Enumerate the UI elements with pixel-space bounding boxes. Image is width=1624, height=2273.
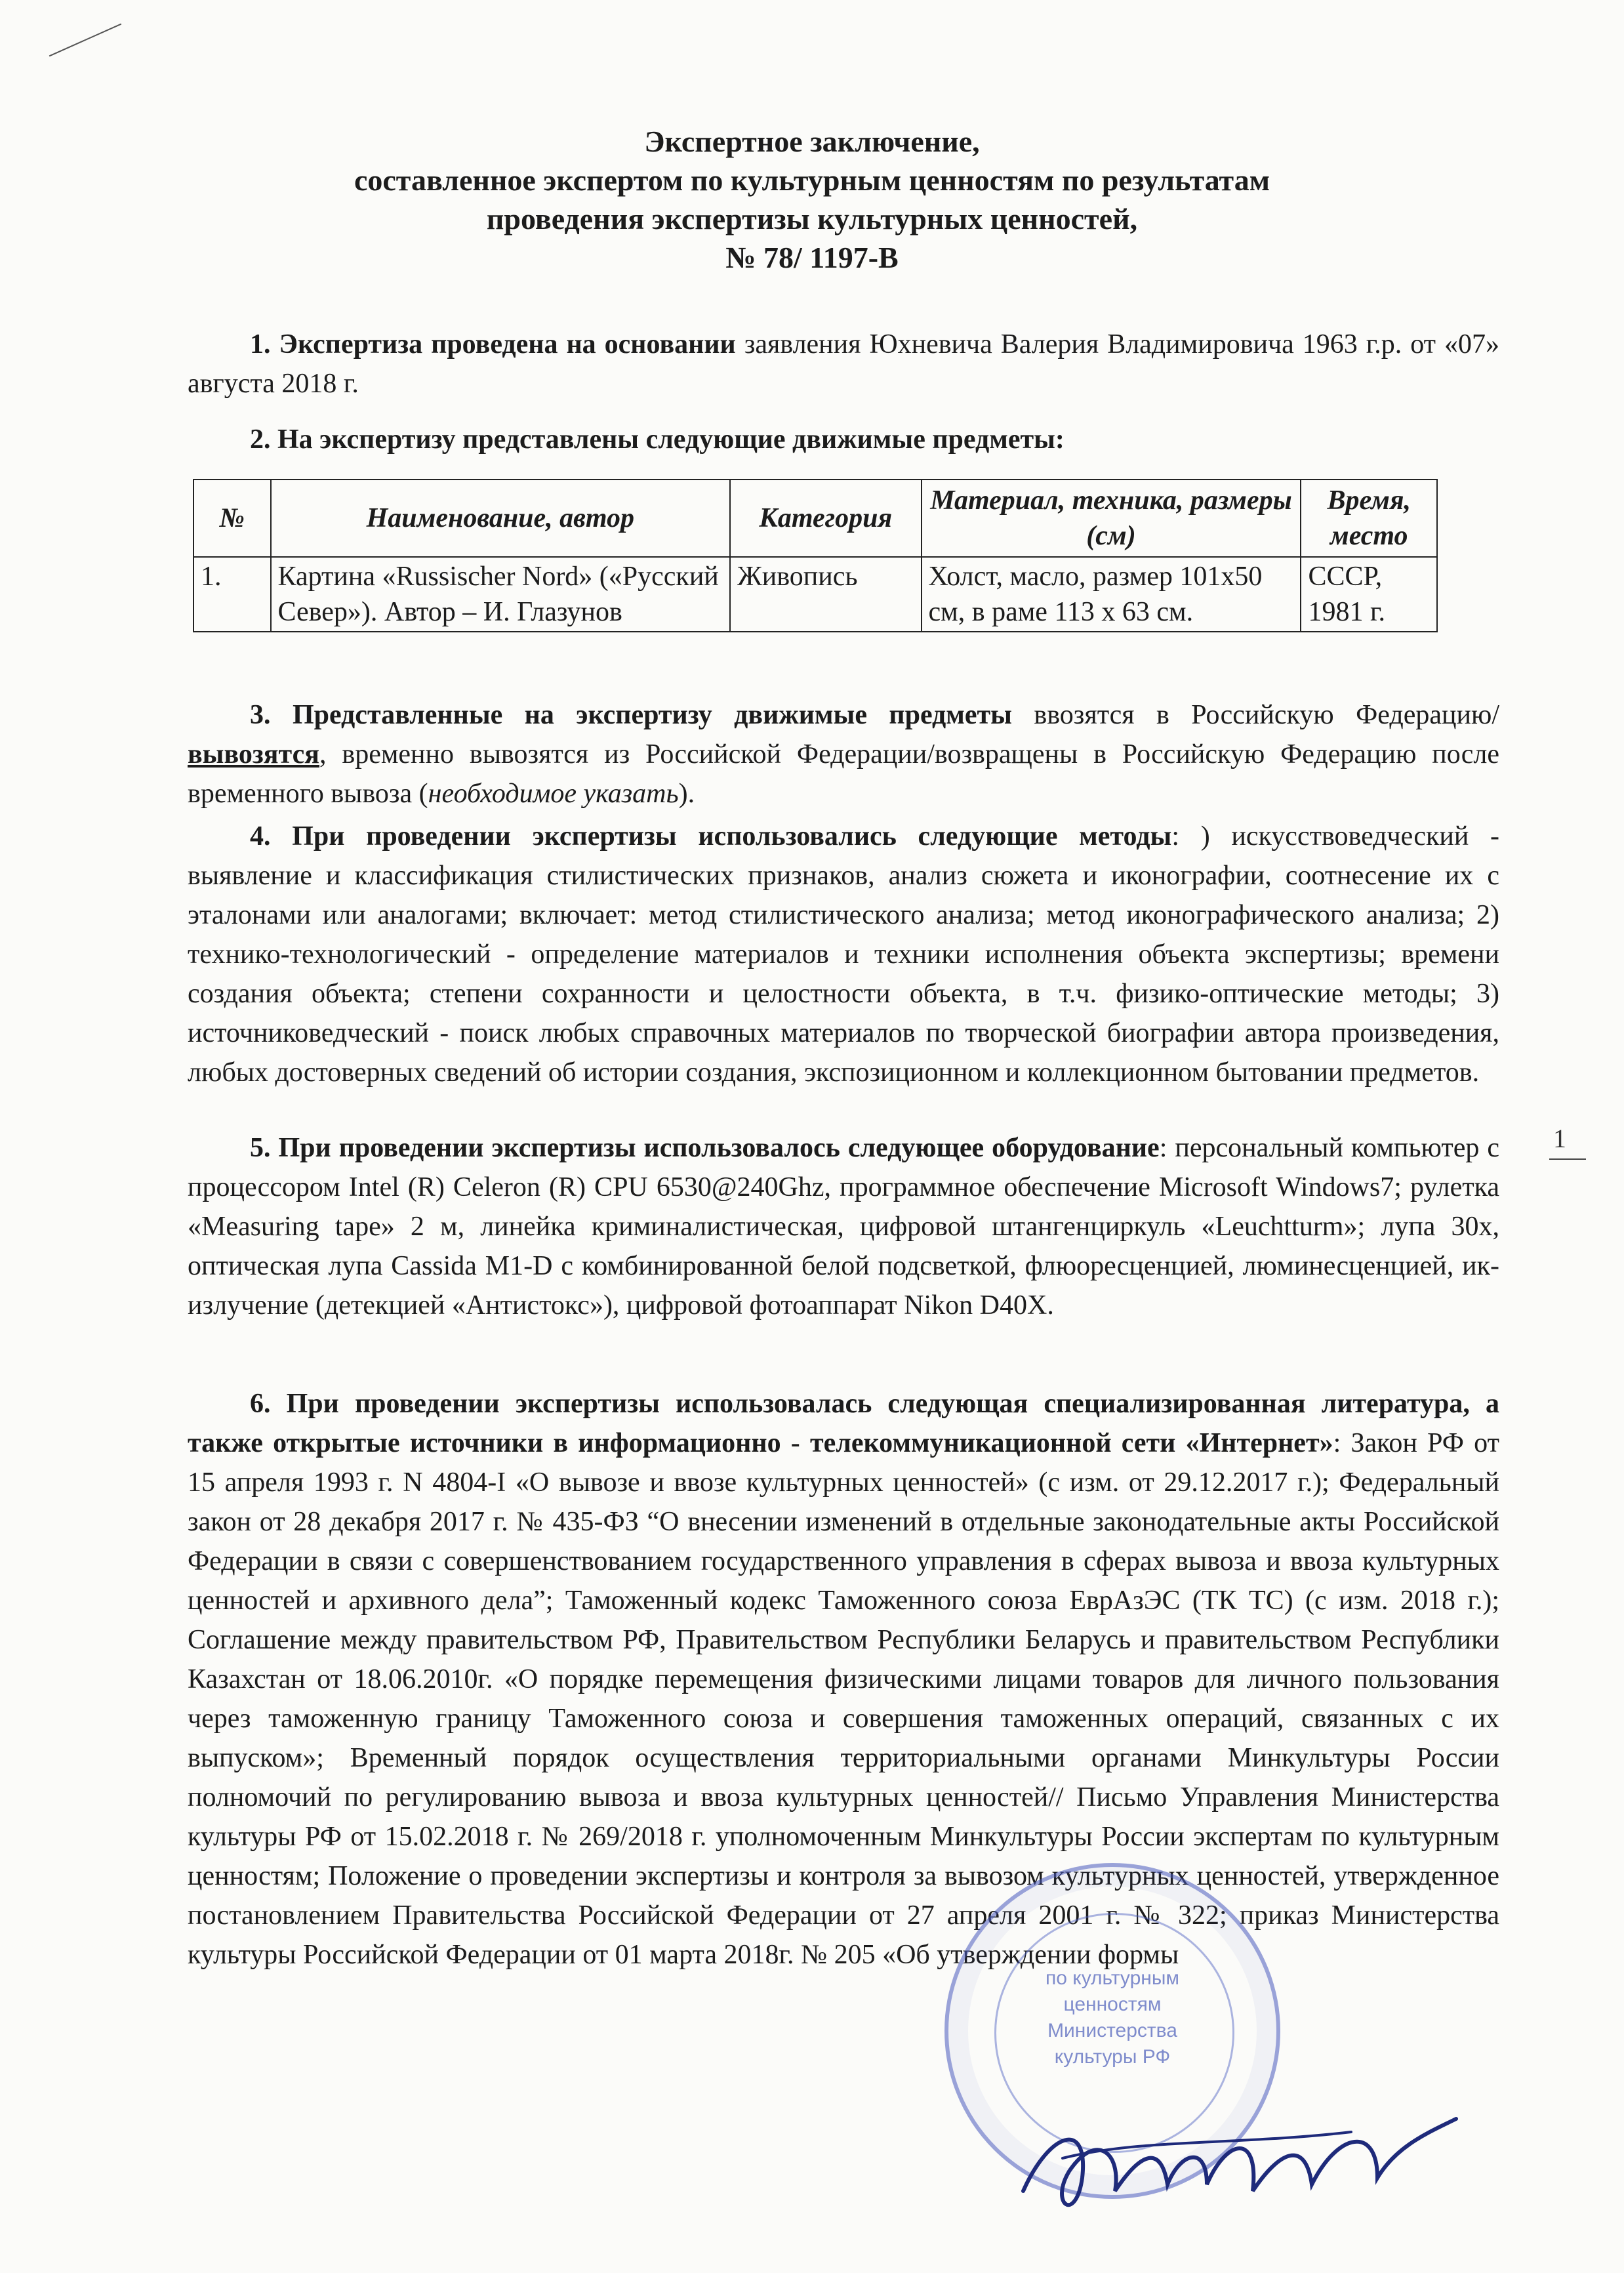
handwritten-signature <box>1010 2093 1469 2237</box>
section-1-lead: Экспертиза проведена на основании <box>279 329 736 359</box>
stamp-line-3: Министерства <box>1047 2020 1177 2041</box>
header-category: Категория <box>730 480 921 557</box>
section-4-number: 4. <box>250 821 271 851</box>
section-3-italic-note: необходимое указать <box>428 779 679 809</box>
section-4-lead: При проведении экспертизы использовались следующие методы <box>292 821 1172 851</box>
section-5-equipment <box>188 1128 1499 1325</box>
cell-name-author: Картина «Russischer Nord» («Русский Север»). Автор – И. Глазунов <box>271 557 731 632</box>
section-4-text: : ) искусствоведческий - выявление и классификация стилистических признаков, анализ сюжета и иконографии, соотнесение их с эталонами или аналогами; включает: метод стилистического анализа; метод иконографического анализа; 2) технико-технологический - определение материалов и техники исполнения объекта экспертизы; времени создания объекта; степени сохранности и целостности объекта, в т.ч. физико-оптические методы; 3) источниковедческий - поиск любых справочных материалов по творческой биографии автора произведения, любых достоверных сведений об истории создания, экспозиционном и коллекционном бытовании предметов. <box>188 821 1500 1088</box>
section-6-text: : Закон РФ от 15 апреля 1993 г. N 4804-I «О вывозе и ввозе культурных ценностей» (с изм. от 29.12.2017 г.); Федеральный закон от 28 декабря 2017 г. № 435-ФЗ “О внесении изменений в отдельные законодательные акты Российской Федерации в связи с совершенствованием государственного управления в сферах вывоза и ввоза культурных ценностей и архивного дела”; Таможенный кодекс Таможенного союза ЕврАзЭС (ТК ТС) (с изм. 2018 г.); Соглашение между правительством РФ, Правительством Республики Беларусь и правительством Республики Казахстан от 18.06.2010г. «О порядке перемещения физическими лицами товаров для личного пользования через таможенную границу Таможенного союза и совершения таможенных операций, связанных с их выпуском»; Временный порядок осуществления территориальными органами Минкультуры России полномочий по регулированию вывоза и ввоза культурных ценностей// Письмо Управления Министерства культуры РФ от 15.02.2018 г. № 269/2018 г. уполномоченным Минкультуры России экспертам по культурным ценностям; Положение о проведении экспертизы и контроля за вывозом культурных ценностей, утвержденное постановлением Правительства Российской Федерации от 27 апреля 2001 г. № 322; приказ Министерства культуры Российской Федерации от 01 марта 2018г. № 205 «Об утверждении формы <box>188 1428 1499 1970</box>
header-number: № <box>193 480 271 557</box>
section-3-selected-option: вывозятся <box>188 739 319 769</box>
stamp-line-2: ценностям <box>1063 1994 1162 2015</box>
cell-material: Холст, масло, размер 101х50 см, в раме 113 х 63 см. <box>922 557 1301 632</box>
section-6-literature <box>188 1384 1499 1975</box>
header-material: Материал, техника, размеры (см) <box>922 480 1301 557</box>
page-number-underline <box>1549 1158 1586 1160</box>
title-line-2: составленное экспертом по культурным ценностям по результатам <box>354 163 1270 197</box>
section-3-direction <box>188 695 1499 813</box>
title-line-4-number: № 78/ 1197-В <box>725 241 899 274</box>
table-row <box>193 557 1437 632</box>
stamp-line-1: по культурным <box>1045 1967 1180 1989</box>
section-1-basis <box>188 325 1499 403</box>
section-3-text-b: , временно вывозятся из Российской Федерации/возвращены в Российскую Федерацию после временного вывоза ( <box>188 739 1499 809</box>
page-number: 1 <box>1553 1124 1566 1153</box>
stamp-line-4: культуры РФ <box>1054 2046 1171 2068</box>
stamp-text <box>948 1965 1276 2070</box>
section-5-number: 5. <box>250 1133 271 1163</box>
section-3-lead: Представленные на экспертизу движимые предметы <box>292 700 1012 730</box>
header-time-place: Время, место <box>1301 480 1437 557</box>
section-6-number: 6. <box>250 1389 271 1419</box>
section-2-lead: На экспертизу представлены следующие движимые предметы: <box>277 424 1065 455</box>
cell-time-place: СССР, 1981 г. <box>1301 557 1437 632</box>
section-2-items-heading <box>188 420 1499 459</box>
section-3-text-c: ). <box>678 779 695 809</box>
title-line-3: проведения экспертизы культурных ценностей, <box>486 202 1138 235</box>
section-3-text-a: ввозятся в Российскую Федерацию/ <box>1011 700 1499 730</box>
header-name-author: Наименование, автор <box>271 480 731 557</box>
items-table <box>193 479 1438 632</box>
section-5-lead: При проведении экспертизы использовалось следующее оборудование <box>278 1133 1160 1163</box>
cell-category: Живопись <box>730 557 921 632</box>
scan-corner-mark <box>49 24 121 57</box>
section-2-number: 2. <box>250 424 271 455</box>
cell-number: 1. <box>193 557 271 632</box>
title-line-1: Экспертное заключение, <box>644 125 980 158</box>
section-3-number: 3. <box>250 700 271 730</box>
section-5-text: : персональный компьютер с процессором Intel (R) Celeron (R) CPU 6530@240Ghz, программное обеспечение Microsoft Windows7; рулетка «Measuring tape» 2 м, линейка криминалистическая, цифровой штангенциркуль «Leuchtturm»; лупа 30х, оптическая лупа Cassida M1-D с комбинированной белой подсветкой, флюоресценцией, люминесценцией, ик-излучение (детекцией «Антистокс»), цифровой фотоаппарат Nikon D40X. <box>188 1133 1499 1321</box>
section-1-text: заявления Юхневича Валерия Владимировича 1963 г.р. от «07» августа 2018 г. <box>188 329 1500 399</box>
section-6-lead: При проведении экспертизы использовалась следующая специализированная литература, а также открытые источники в информационно - телекоммуникационной сети «Интернет» <box>188 1389 1500 1458</box>
section-1-number: 1. <box>250 329 271 359</box>
document-title <box>105 122 1519 277</box>
section-4-methods <box>188 817 1499 1092</box>
table-header-row <box>193 480 1437 557</box>
